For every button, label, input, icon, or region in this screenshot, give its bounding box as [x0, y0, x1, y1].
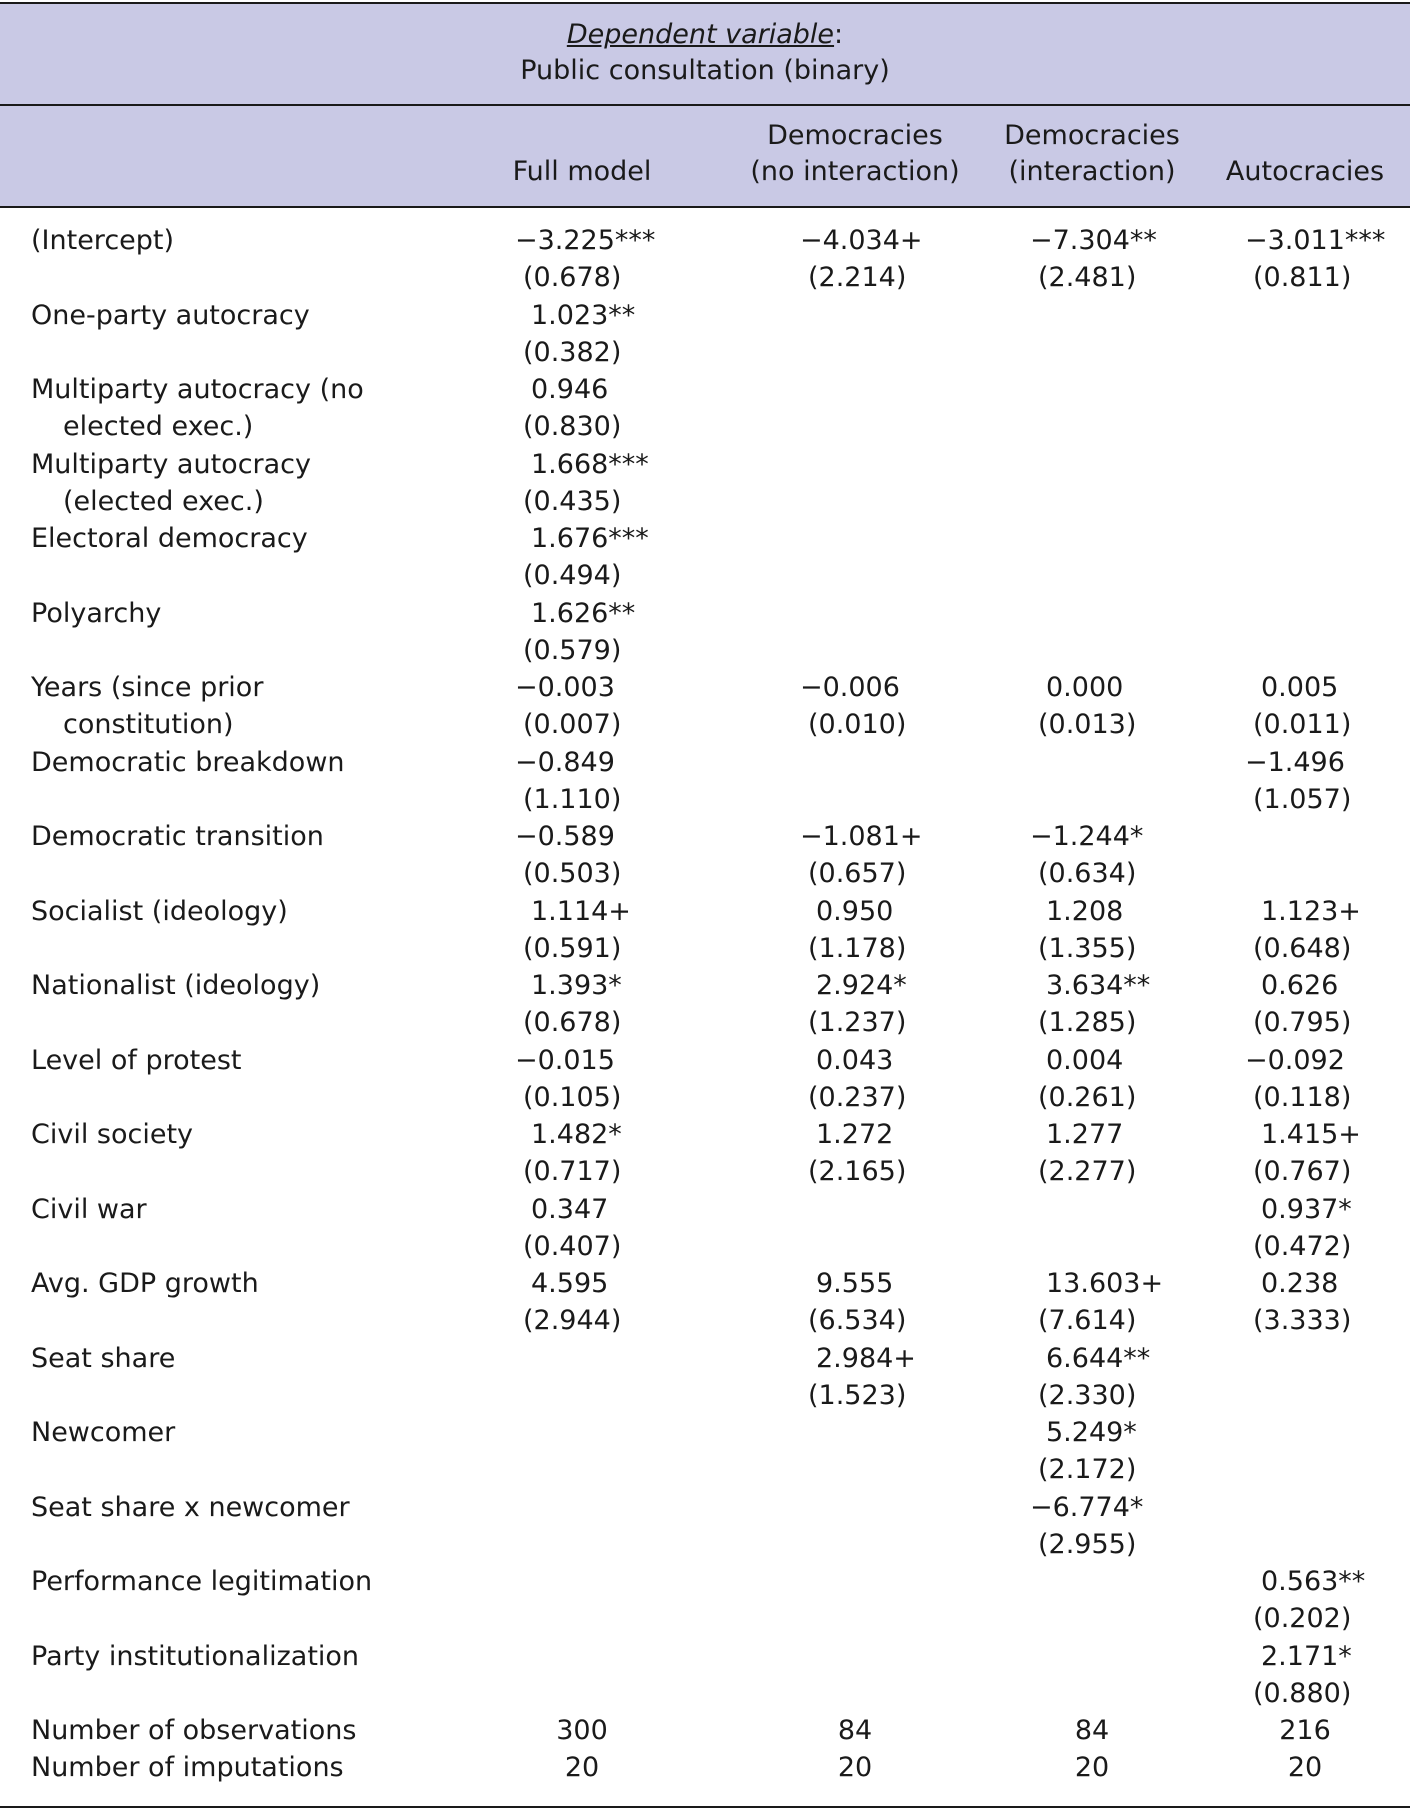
coefficient-cell: 0.005 — [1261, 672, 1339, 703]
coefficient-cell: −1.081+ — [800, 821, 923, 852]
standard-error-cell: (0.767) — [1253, 1156, 1352, 1187]
row-label — [31, 1116, 193, 1153]
row-label-line1: One-party autocracy — [31, 299, 310, 331]
column-header-democracies-no-interaction — [750, 118, 959, 190]
row-label — [31, 967, 320, 1004]
coefficient-cell: 13.603+ — [1046, 1268, 1164, 1299]
standard-error-cell: (2.172) — [1038, 1454, 1137, 1485]
column-header-line2: Full model — [512, 156, 652, 187]
standard-error-cell: (0.657) — [808, 858, 907, 889]
standard-error-cell: (0.678) — [523, 1007, 622, 1038]
standard-error-cell: (2.944) — [523, 1305, 622, 1336]
standard-error-cell: (3.333) — [1253, 1305, 1352, 1336]
coefficient-cell: −6.774* — [1030, 1491, 1144, 1523]
coefficient-cell: 0.347 — [531, 1193, 609, 1225]
row-label-line1: Electoral democracy — [31, 523, 308, 554]
standard-error-cell: (1.355) — [1038, 932, 1137, 964]
row-label — [31, 520, 308, 557]
row-label-line2: (elected exec.) — [63, 485, 264, 517]
column-header-line2: (no interaction) — [750, 156, 960, 187]
column-header-line2: Autocracies — [1225, 156, 1385, 187]
dependent-variable-colon: : — [834, 19, 844, 50]
row-label-line1: Civil society — [31, 1119, 194, 1150]
standard-error-cell: (0.261) — [1038, 1081, 1137, 1113]
coefficient-cell: 1.023** — [531, 299, 636, 331]
summary-value: 20 — [837, 1752, 873, 1783]
coefficient-cell: 0.626 — [1261, 970, 1339, 1001]
coefficient-cell: −1.496 — [1245, 746, 1345, 778]
row-label — [31, 1340, 175, 1377]
standard-error-cell: (1.178) — [808, 932, 907, 964]
standard-error-cell: (0.795) — [1253, 1007, 1352, 1038]
coefficient-cell: 1.393* — [531, 970, 622, 1001]
coefficient-cell: −0.003 — [515, 672, 615, 703]
summary-value: 300 — [556, 1715, 608, 1746]
standard-error-cell: (0.118) — [1253, 1081, 1352, 1113]
coefficient-cell: 1.272 — [816, 1119, 894, 1150]
standard-error-cell: (0.494) — [523, 560, 622, 591]
standard-error-cell: (0.880) — [1253, 1677, 1352, 1709]
standard-error-cell: (0.591) — [523, 932, 622, 964]
summary-label: Number of imputations — [31, 1752, 344, 1783]
coefficient-cell: 1.676*** — [531, 523, 649, 554]
dependent-variable-caption — [0, 17, 1410, 53]
row-label — [31, 222, 174, 259]
standard-error-cell: (1.057) — [1253, 783, 1352, 815]
row-label-line1: Multiparty autocracy (no — [31, 374, 364, 405]
column-header-line2: (interaction) — [1008, 156, 1176, 187]
standard-error-cell: (0.648) — [1253, 932, 1352, 964]
standard-error-cell: (2.481) — [1038, 262, 1137, 293]
coefficient-cell: 1.208 — [1046, 895, 1124, 927]
coefficient-cell: 1.482* — [531, 1119, 622, 1150]
column-header-line1: Democracies — [1004, 120, 1180, 151]
row-label — [31, 371, 364, 445]
row-label — [31, 1489, 350, 1526]
coefficient-cell: 3.634** — [1046, 970, 1151, 1001]
dependent-variable-name: Public consultation (binary) — [520, 55, 890, 86]
row-label — [31, 297, 310, 334]
coefficient-cell: 0.238 — [1261, 1268, 1339, 1299]
row-label-line1: Socialist (ideology) — [31, 895, 288, 927]
summary-label: Number of observations — [31, 1715, 357, 1746]
standard-error-cell: (0.202) — [1253, 1603, 1352, 1634]
coefficient-cell: 1.123+ — [1261, 895, 1361, 927]
standard-error-cell: (2.955) — [1038, 1528, 1137, 1560]
coefficient-cell: 1.415+ — [1261, 1119, 1361, 1150]
row-label-line1: Democratic breakdown — [31, 746, 345, 778]
row-label — [31, 1265, 259, 1302]
standard-error-cell: (1.237) — [808, 1007, 907, 1038]
column-header-autocracies — [1226, 154, 1384, 190]
standard-error-cell: (0.634) — [1038, 858, 1137, 889]
row-label — [31, 446, 311, 520]
row-label — [31, 1563, 372, 1600]
standard-error-cell: (0.503) — [523, 858, 622, 889]
row-label — [31, 669, 263, 743]
row-label-line1: Polyarchy — [31, 597, 162, 629]
row-label-line2: elected exec.) — [63, 411, 254, 442]
standard-error-cell: (0.579) — [523, 634, 622, 666]
coefficient-cell: 0.946 — [531, 374, 609, 405]
standard-error-cell: (0.382) — [523, 336, 622, 368]
coefficient-cell: −0.589 — [515, 821, 615, 852]
row-label-line1: Democratic transition — [31, 821, 324, 852]
standard-error-cell: (6.534) — [808, 1305, 907, 1336]
column-header-row — [0, 106, 1410, 206]
summary-value: 216 — [1279, 1715, 1331, 1746]
row-label — [31, 1191, 147, 1228]
coefficient-cell: −1.244* — [1030, 821, 1144, 852]
coefficient-cell: −0.849 — [515, 746, 615, 778]
column-header-bottom-rule — [0, 206, 1410, 208]
row-label — [31, 1638, 359, 1675]
standard-error-cell: (0.830) — [523, 411, 622, 442]
row-label-line1: Seat share — [31, 1342, 176, 1374]
standard-error-cell: (0.717) — [523, 1156, 622, 1187]
column-header-line1: Democracies — [767, 120, 943, 151]
coefficient-cell: 2.171* — [1261, 1640, 1352, 1672]
coefficient-cell: 0.043 — [816, 1044, 894, 1076]
coefficient-cell: 1.668*** — [531, 448, 649, 480]
row-label — [31, 818, 324, 855]
row-label-line1: Performance legitimation — [31, 1566, 373, 1597]
row-label-line1: Years (since prior — [31, 672, 264, 703]
coefficient-cell: 2.984+ — [816, 1342, 916, 1374]
standard-error-cell: (0.435) — [523, 485, 622, 517]
dependent-variable-header — [0, 4, 1410, 104]
coefficient-cell: 0.563** — [1261, 1566, 1366, 1597]
summary-value: 20 — [1287, 1752, 1323, 1783]
summary-value: 84 — [1074, 1715, 1110, 1746]
standard-error-cell: (7.614) — [1038, 1305, 1137, 1336]
coefficient-cell: 9.555 — [816, 1268, 894, 1299]
coefficient-cell: 1.626** — [531, 597, 636, 629]
row-label — [31, 1414, 175, 1451]
row-label — [31, 1042, 241, 1079]
coefficient-cell: 0.937* — [1261, 1193, 1352, 1225]
coefficient-cell: 1.114+ — [531, 895, 631, 927]
standard-error-cell: (0.237) — [808, 1081, 907, 1113]
dependent-variable-label: Dependent variable — [566, 19, 835, 50]
coefficient-cell: 0.004 — [1046, 1044, 1124, 1076]
summary-value: 84 — [837, 1715, 873, 1746]
row-label-line1: (Intercept) — [31, 225, 175, 256]
standard-error-cell: (1.110) — [523, 783, 622, 815]
coefficient-cell: −3.225*** — [515, 225, 656, 256]
row-label-line2: constitution) — [63, 709, 234, 740]
coefficient-cell: 0.000 — [1046, 672, 1124, 703]
standard-error-cell: (2.277) — [1038, 1156, 1137, 1187]
coefficient-cell: −7.304** — [1030, 225, 1157, 256]
coefficient-cell: 6.644** — [1046, 1342, 1151, 1374]
summary-value: 20 — [1074, 1752, 1110, 1783]
row-label — [31, 893, 288, 930]
row-label-line1: Nationalist (ideology) — [31, 970, 321, 1001]
standard-error-cell: (0.472) — [1253, 1230, 1352, 1262]
column-header-democracies-interaction — [1004, 118, 1180, 190]
coefficient-cell: −0.015 — [515, 1044, 615, 1076]
row-label-line1: Multiparty autocracy — [31, 448, 312, 480]
summary-value: 20 — [564, 1752, 600, 1783]
column-header-full-model — [513, 154, 652, 190]
coefficient-cell: 2.924* — [816, 970, 907, 1001]
standard-error-cell: (0.105) — [523, 1081, 622, 1113]
row-label-line1: Party institutionalization — [31, 1640, 360, 1672]
standard-error-cell: (0.007) — [523, 709, 622, 740]
row-label-line1: Newcomer — [31, 1417, 176, 1448]
standard-error-cell: (2.214) — [808, 262, 907, 293]
standard-error-cell: (0.678) — [523, 262, 622, 293]
standard-error-cell: (0.013) — [1038, 709, 1137, 740]
coefficient-cell: 1.277 — [1046, 1119, 1124, 1150]
coefficient-cell: 0.950 — [816, 895, 894, 927]
row-label-line1: Avg. GDP growth — [31, 1268, 259, 1299]
coefficient-cell: −4.034+ — [800, 225, 923, 256]
coefficient-cell: 4.595 — [531, 1268, 609, 1299]
standard-error-cell: (0.811) — [1253, 262, 1352, 293]
standard-error-cell: (1.523) — [808, 1379, 907, 1411]
standard-error-cell: (0.010) — [808, 709, 907, 740]
standard-error-cell: (2.330) — [1038, 1379, 1137, 1411]
coefficient-cell: −0.006 — [800, 672, 900, 703]
standard-error-cell: (2.165) — [808, 1156, 907, 1187]
row-label-line1: Civil war — [31, 1193, 147, 1225]
standard-error-cell: (0.407) — [523, 1230, 622, 1262]
standard-error-cell: (0.011) — [1253, 709, 1352, 740]
standard-error-cell: (1.285) — [1038, 1007, 1137, 1038]
row-label-line1: Level of protest — [31, 1044, 242, 1076]
row-label — [31, 595, 161, 632]
row-label — [31, 744, 345, 781]
coefficient-cell: 5.249* — [1046, 1417, 1137, 1448]
bottom-rule — [0, 1806, 1410, 1808]
coefficient-cell: −0.092 — [1245, 1044, 1345, 1076]
coefficient-cell: −3.011*** — [1245, 225, 1386, 256]
row-label-line1: Seat share x newcomer — [31, 1491, 350, 1523]
